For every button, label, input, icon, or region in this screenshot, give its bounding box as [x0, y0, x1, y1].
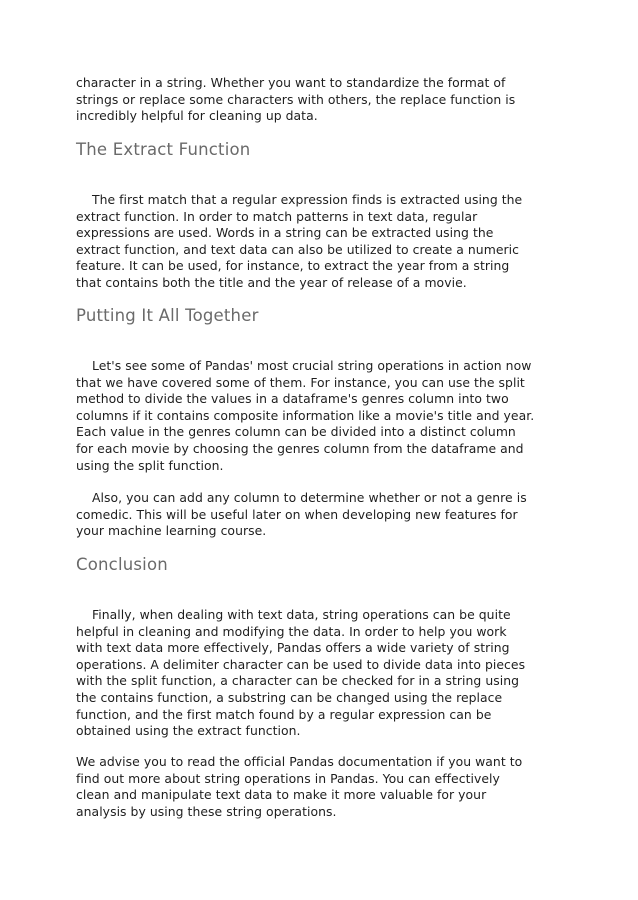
text-line: operations. A delimiter character can be used to divide data into pieces — [76, 656, 526, 672]
text-line: function, and the first match found by a regular expression can be — [76, 706, 492, 722]
text-line: columns if it contains composite information like a movie's title and year. — [76, 407, 535, 423]
text-line: with text data more effectively, Pandas offers a wide variety of string — [76, 640, 510, 656]
heading-putting-it-all-together: Putting It All Together — [76, 306, 259, 325]
text-line: using the split function. — [76, 457, 224, 473]
text-line: clean and manipulate text data to make it more valuable for your — [76, 787, 487, 803]
text-line: Let's see some of Pandas' most crucial string operations in action now — [76, 358, 532, 373]
heading-extract-function: The Extract Function — [76, 140, 251, 159]
extract-paragraph — [76, 192, 566, 292]
text-line: extract function, and text data can also be utilized to create a numeric — [76, 241, 520, 257]
text-line: the contains function, a substring can be changed using the replace — [76, 689, 503, 705]
text-line: helpful in cleaning and modifying the data. In order to help you work — [76, 623, 507, 639]
text-line: extract function. In order to match patterns in text data, regular — [76, 208, 478, 224]
heading-conclusion: Conclusion — [76, 555, 168, 574]
text-line: method to divide the values in a dataframe's genres column into two — [76, 391, 509, 407]
text-line: analysis by using these string operations. — [76, 803, 337, 819]
intro-paragraph — [76, 75, 566, 125]
text-line: The first match that a regular expression finds is extracted using the — [76, 192, 523, 207]
text-line: find out more about string operations in Pandas. You can effectively — [76, 770, 500, 786]
text-line: obtained using the extract function. — [76, 723, 301, 739]
text-line: character in a string. Whether you want to standardize the format of — [76, 75, 506, 90]
together-paragraph-1 — [76, 358, 566, 474]
text-line: comedic. This will be useful later on when developing new features for — [76, 506, 518, 522]
text-line: with the split function, a character can be checked for in a string using — [76, 673, 520, 689]
text-line: Each value in the genres column can be divided into a distinct column — [76, 424, 516, 440]
text-line: Finally, when dealing with text data, string operations can be quite — [76, 607, 511, 622]
text-line: feature. It can be used, for instance, to extract the year from a string — [76, 258, 510, 274]
text-line: for each movie by choosing the genres column from the dataframe and — [76, 440, 524, 456]
text-line: Also, you can add any column to determine whether or not a genre is — [76, 490, 527, 505]
text-line: that contains both the title and the year of release of a movie. — [76, 274, 467, 290]
conclusion-paragraph-1 — [76, 607, 566, 740]
text-line: that we have covered some of them. For instance, you can use the split — [76, 374, 525, 390]
text-line: We advise you to read the official Pandas documentation if you want to — [76, 754, 523, 769]
conclusion-paragraph-2 — [76, 754, 566, 820]
text-line: strings or replace some characters with others, the replace function is — [76, 91, 516, 107]
text-line: incredibly helpful for cleaning up data. — [76, 108, 318, 124]
together-paragraph-2 — [76, 490, 566, 540]
text-line: your machine learning course. — [76, 523, 267, 539]
text-line: expressions are used. Words in a string can be extracted using the — [76, 225, 494, 241]
